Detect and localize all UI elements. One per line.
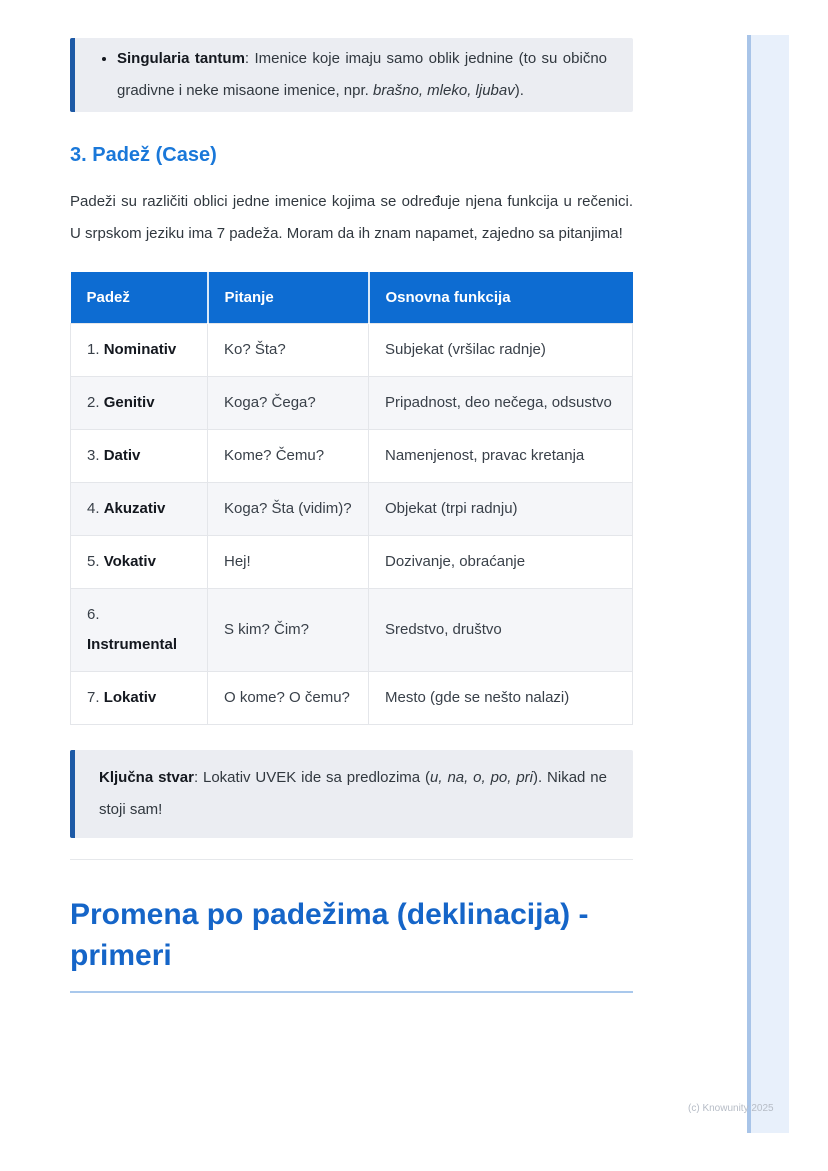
callout-term: Singularia tantum bbox=[117, 50, 245, 67]
case-name: Lokativ bbox=[103, 688, 157, 706]
cell-function: Mesto (gde se nešto nalazi) bbox=[369, 671, 633, 724]
table-row bbox=[71, 323, 633, 376]
cell-case bbox=[71, 671, 208, 724]
column-header-pitanje: Pitanje bbox=[208, 272, 369, 324]
cell-question: Koga? Šta (vidim)? bbox=[208, 482, 369, 535]
cell-case bbox=[71, 482, 208, 535]
callout-term: Ključna stvar bbox=[99, 768, 194, 786]
case-number: 1. bbox=[87, 340, 100, 358]
table-row bbox=[71, 482, 633, 535]
table-row bbox=[71, 535, 633, 588]
case-name: Genitiv bbox=[103, 393, 155, 411]
case-number: 4. bbox=[87, 499, 100, 517]
callout-singularia-tantum bbox=[70, 38, 633, 112]
cell-case bbox=[71, 588, 208, 671]
case-name: Nominativ bbox=[103, 340, 177, 358]
column-header-funkcija: Osnovna funkcija bbox=[369, 272, 633, 324]
section-heading-padez: 3. Padež (Case) bbox=[70, 143, 217, 166]
cell-question: S kim? Čim? bbox=[208, 588, 369, 671]
cell-function: Namenjenost, pravac kretanja bbox=[369, 429, 633, 482]
cell-function: Dozivanje, obraćanje bbox=[369, 535, 633, 588]
cell-question: Hej! bbox=[208, 535, 369, 588]
case-number: 6. bbox=[87, 605, 100, 623]
cell-question: Koga? Čega? bbox=[208, 376, 369, 429]
callout-italic-prepositions: u, na, o, po, pri bbox=[430, 768, 533, 786]
callout-bullet-item bbox=[117, 43, 607, 107]
table-row bbox=[71, 588, 633, 671]
callout-italic-examples: brašno, mleko, ljubav bbox=[372, 81, 515, 99]
table-row bbox=[71, 376, 633, 429]
table-row bbox=[71, 429, 633, 482]
next-page-edge-bar bbox=[747, 35, 789, 1133]
cell-function: Sredstvo, društvo bbox=[369, 588, 633, 671]
cell-question: Kome? Čemu? bbox=[208, 429, 369, 482]
case-number: 5. bbox=[87, 552, 100, 570]
cases-table-body bbox=[71, 323, 633, 724]
copyright-text: (c) Knowunity 2025 bbox=[688, 1103, 774, 1114]
callout-key-point bbox=[70, 750, 633, 838]
column-header-padez: Padež bbox=[71, 272, 208, 324]
callout-key-text bbox=[99, 762, 607, 826]
case-name: Instrumental bbox=[87, 635, 178, 653]
case-name: Vokativ bbox=[103, 552, 156, 570]
cell-function: Objekat (trpi radnju) bbox=[369, 482, 633, 535]
cell-case bbox=[71, 535, 208, 588]
callout-text: : Lokativ UVEK ide sa predlozima ( bbox=[193, 768, 431, 786]
section-paragraph: Padeži su različiti oblici jedne imenice kojima se određuje njena funkcija u rečenici. U srpskom jeziku ima 7 padeža. Moram da ih znam napamet, zajedno sa pitanjima! bbox=[70, 192, 633, 242]
cases-table-header bbox=[71, 272, 633, 324]
case-number: 3. bbox=[87, 446, 100, 464]
cell-question: Ko? Šta? bbox=[208, 323, 369, 376]
cell-function: Subjekat (vršilac radnje) bbox=[369, 323, 633, 376]
document-page bbox=[70, 0, 633, 993]
page-heading-deklinacija: Promena po padežima (deklinacija) - primeri bbox=[70, 894, 633, 993]
case-name: Akuzativ bbox=[103, 499, 166, 517]
cell-question: O kome? O čemu? bbox=[208, 671, 369, 724]
case-number: 2. bbox=[87, 393, 100, 411]
cases-table bbox=[70, 272, 633, 725]
callout-closing: ). bbox=[514, 81, 524, 99]
cell-function: Pripadnost, deo nečega, odsustvo bbox=[369, 376, 633, 429]
cell-case bbox=[71, 376, 208, 429]
cell-case bbox=[71, 429, 208, 482]
case-name: Dativ bbox=[103, 446, 141, 464]
table-row bbox=[71, 671, 633, 724]
cell-case bbox=[71, 323, 208, 376]
callout-bullet-list bbox=[99, 43, 607, 107]
section-divider bbox=[70, 859, 633, 860]
callout-closing: ). Nikad ne stoji sam! bbox=[99, 768, 607, 818]
callout-text: : Imenice koje imaju samo oblik jednine (to su obično gradivne i neke misaone imenice, npr. bbox=[117, 50, 608, 99]
case-number: 7. bbox=[87, 688, 100, 706]
